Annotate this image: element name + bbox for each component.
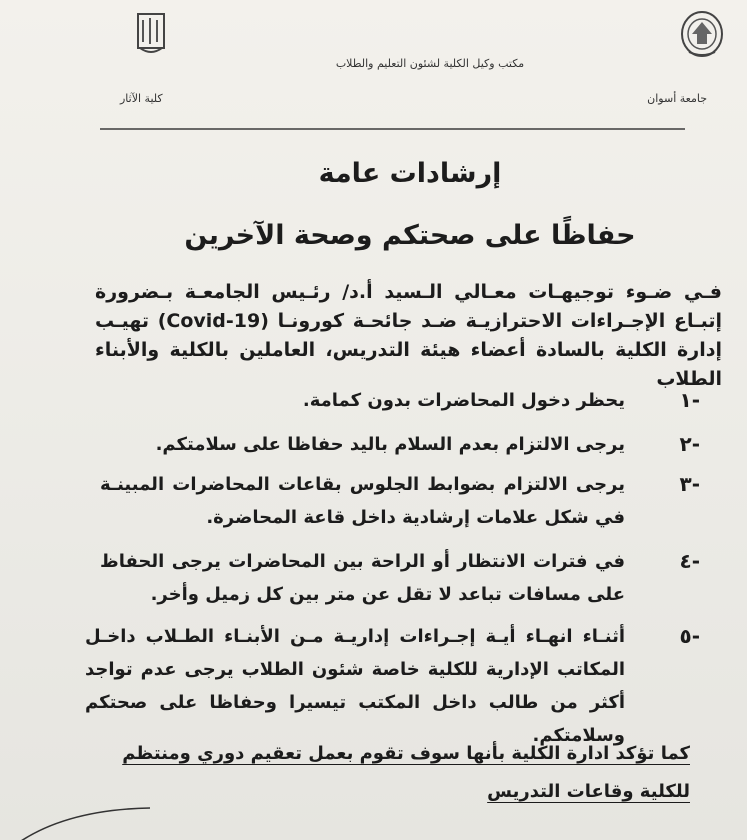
university-name: جامعة أسوان	[647, 92, 707, 105]
rule-text: أثنـاء انهـاء أيـة إجـراءات إداريـة مـن الأبنـاء الطـلاب داخـل المكاتب الإدارية للكلية خاصة شئون الطلاب يرجى عدم تواجد أكثر من طالب داخل المكتب تيسيرا وحفاظا على صحتكم وسلامتكم.	[85, 626, 625, 746]
header-divider	[100, 128, 685, 130]
signature-stroke	[0, 800, 160, 840]
rule-number: -٣	[679, 472, 700, 496]
footer-note: كما تؤكد ادارة الكلية بأنها سوف تقوم بعمل تعقيم دوري ومنتظم للكلية وقاعات التدريس	[122, 743, 690, 802]
rule-text: يرجى الالتزام بعدم السلام باليد حفاظا على سلامتكم.	[155, 434, 625, 455]
rule-item	[100, 545, 700, 611]
rule-number: -٤	[679, 549, 700, 573]
office-name: مكتب وكيل الكلية لشئون التعليم والطلاب	[335, 57, 525, 70]
intro-paragraph: فـي ضـوء توجيهـات معـالي الـسيد أ.د/ رئـيس الجامعـة بـضرورة إتبـاع الإجـراءات الاحترازيـة ضـد جائحـة كورونـا (Covid-19) تهيـب إدارة الكلية بالسادة أعضاء هيئة التدريس، العاملين بالكلية والأبناء الطلاب	[95, 281, 722, 390]
page-subtitle: حفاظًا على صحتكم وصحة الآخرين	[184, 220, 636, 251]
faculty-name: كلية الآثار	[120, 92, 163, 105]
rule-item	[120, 384, 700, 417]
page-title: إرشادات عامة	[318, 158, 502, 189]
rule-item	[120, 428, 700, 461]
faculty-logo-icon	[128, 8, 174, 60]
rule-text: يحظر دخول المحاضرات بدون كمامة.	[302, 390, 625, 411]
rule-item	[100, 468, 700, 534]
rule-number: -٢	[679, 432, 700, 456]
rule-text: يرجى الالتزام بضوابط الجلوس بقاعات المحاضرات المبينـة في شكل علامات إرشادية داخل قاعة المحاضرة.	[100, 474, 625, 528]
rule-number: -٥	[679, 624, 700, 648]
university-seal-icon	[679, 8, 725, 60]
rule-number: -١	[679, 388, 700, 412]
rule-item	[85, 620, 700, 752]
rule-text: في فترات الانتظار أو الراحة بين المحاضرات يرجى الحفاظ على مسافات تباعد لا تقل عن متر بين كل زميل وأخر.	[100, 551, 625, 605]
